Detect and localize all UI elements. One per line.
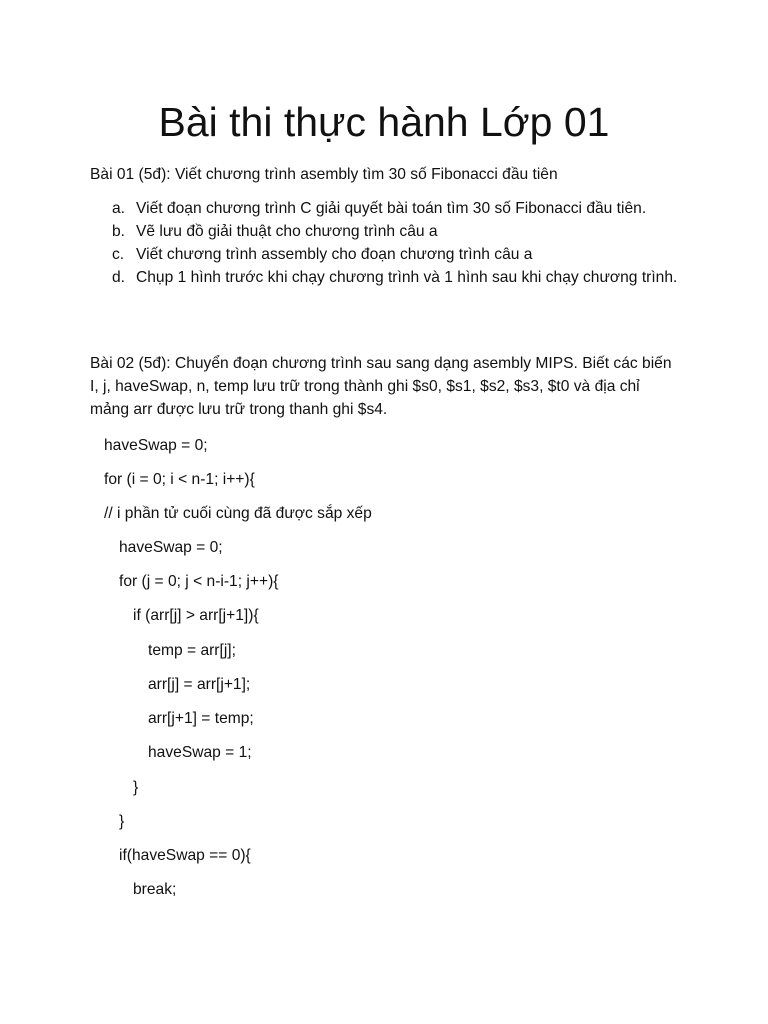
document-title: Bài thi thực hành Lớp 01	[158, 99, 610, 145]
list-item	[90, 243, 680, 266]
list-item-text: Chụp 1 hình trước khi chạy chương trình và 1 hình sau khi chạy chương trình.	[136, 269, 678, 286]
question-1-list	[90, 197, 680, 289]
list-marker: c.	[112, 246, 125, 263]
list-marker: b.	[112, 223, 126, 240]
list-item	[90, 266, 680, 289]
code-line: temp = arr[j];	[148, 642, 236, 659]
code-line: // i phần tử cuối cùng đã được sắp xếp	[104, 505, 372, 522]
code-line: }	[119, 813, 125, 830]
code-line: if (arr[j] > arr[j+1]){	[133, 607, 259, 624]
code-line: if(haveSwap == 0){	[119, 847, 251, 864]
code-line: haveSwap = 1;	[148, 744, 252, 761]
code-line: break;	[133, 881, 177, 898]
code-line: arr[j] = arr[j+1];	[148, 676, 251, 693]
code-line: for (j = 0; j < n-i-1; j++){	[119, 573, 279, 590]
code-line: for (i = 0; i < n-1; i++){	[104, 471, 255, 488]
question-2-heading: Bài 02 (5đ): Chuyển đoạn chương trình sau sang dạng asembly MIPS. Biết các biến I, j, haveSwap, n, temp lưu trữ trong thành ghi $s0, $s1, $s2, $s3, $t0 và địa chỉ mảng arr được lưu trữ trong thanh ghi $s4.	[90, 355, 672, 418]
list-item	[90, 197, 680, 220]
code-line: arr[j+1] = temp;	[148, 710, 254, 727]
code-line: }	[133, 779, 139, 796]
question-1-heading: Bài 01 (5đ): Viết chương trình asembly tìm 30 số Fibonacci đầu tiên	[90, 166, 558, 183]
list-marker: d.	[112, 269, 126, 286]
list-item-text: Vẽ lưu đồ giải thuật cho chương trình câu a	[136, 223, 438, 240]
list-item	[90, 220, 680, 243]
code-line: haveSwap = 0;	[104, 437, 208, 454]
list-item-text: Viết đoạn chương trình C giải quyết bài toán tìm 30 số Fibonacci đầu tiên.	[136, 200, 647, 217]
code-line: haveSwap = 0;	[119, 539, 223, 556]
list-marker: a.	[112, 200, 126, 217]
list-item-text: Viết chương trình assembly cho đoạn chương trình câu a	[136, 246, 533, 263]
